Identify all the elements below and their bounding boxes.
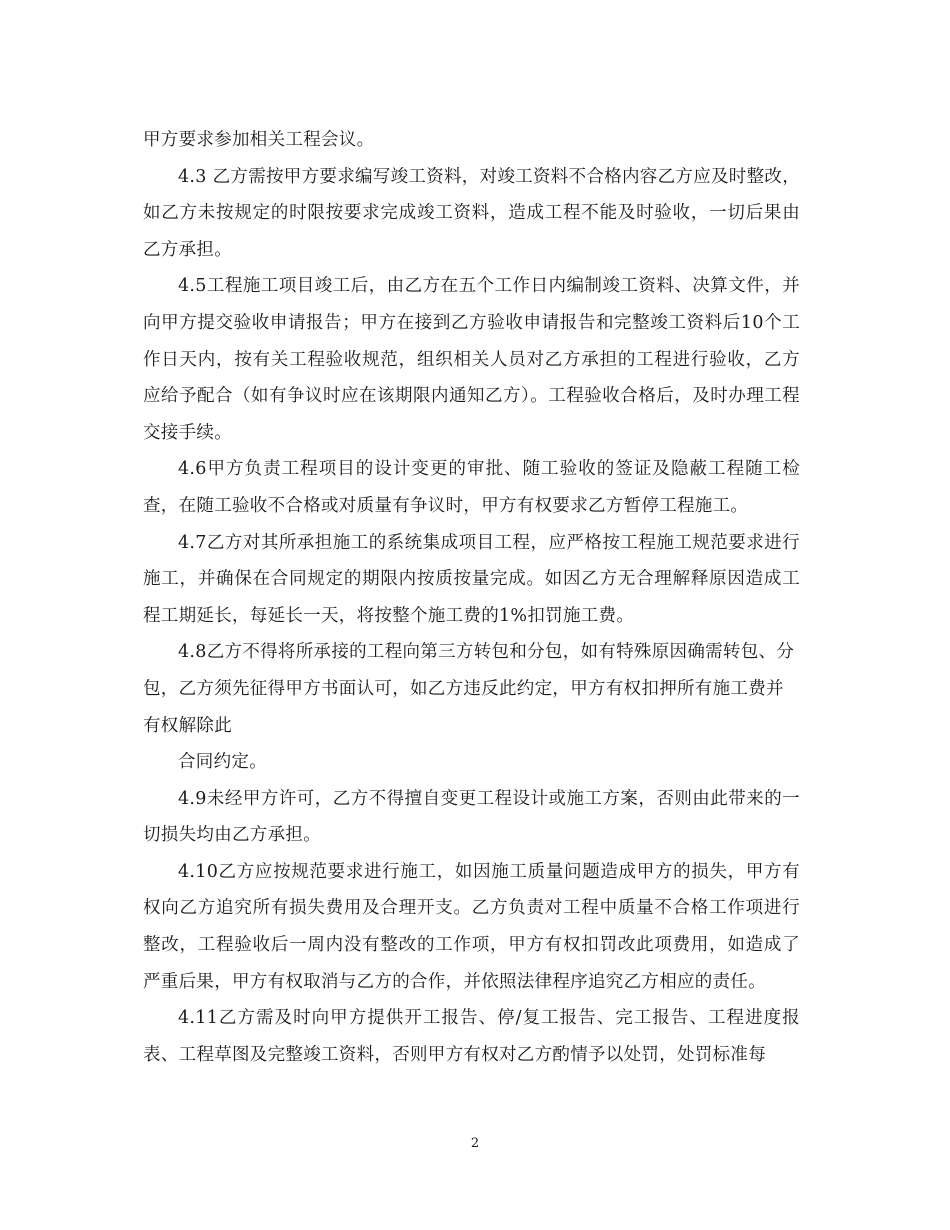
paragraph-continuation: 甲方要求参加相关工程会议。 [143, 130, 375, 150]
clause-4-6: 4.6甲方负责工程项目的设计变更的审批、随工验收的签证及隐蔽工程随工检查，在随工验收不合格或对质量有争议时，甲方有权要求乙方暂停工程施工。 [143, 459, 800, 516]
clause-4-11: 4.11乙方需及时向甲方提供开工报告、停/复工报告、完工报告、工程进度报表、工程草图及完整竣工资料，否则甲方有权对乙方酌情予以处罚，处罚标准每 [143, 1008, 800, 1065]
clause-4-8: 4.8乙方不得将所承接的工程向第三方转包和分包，如有特殊原因确需转包、分包，乙方须先征得甲方书面认可，如乙方违反此约定，甲方有权扣押所有施工费并有权解除此 [143, 642, 795, 736]
clause-4-10: 4.10乙方应按规范要求进行施工，如因施工质量问题造成甲方的损失，甲方有权向乙方追究所有损失费用及合理开支。乙方负责对工程中质量不合格工作项进行整改，工程验收后一周内没有整改的工作项，甲方有权扣罚改此项费用，如造成了严重后果，甲方有权取消与乙方的合作，并依照法律程序追究乙方相应的责任。 [143, 861, 800, 992]
clause-4-5: 4.5工程施工项目竣工后，由乙方在五个工作日内编制竣工资料、决算文件，并向甲方提交验收申请报告；甲方在接到乙方验收申请报告和完整竣工资料后10个工作日天内，按有关工程验收规范，组织相关人员对乙方承担的工程进行验收，乙方应给予配合（如有争议时应在该期限内通知乙方）。工程验收合格后，及时办理工程交接手续。 [143, 276, 800, 443]
clause-4-9: 4.9未经甲方许可，乙方不得擅自变更工程设计或施工方案，否则由此带来的一切损失均由乙方承担。 [143, 788, 800, 846]
clause-4-8-continuation: 合同约定。 [178, 752, 267, 773]
clause-4-7: 4.7乙方对其所承担施工的系统集成项目工程，应严格按工程施工规范要求进行施工，并确保在合同规定的期限内按质按量完成。如因乙方无合理解释原因造成工程工期延长，每延长一天，将按整个施工费的1%扣罚施工费。 [143, 532, 800, 626]
clause-4-3: 4.3 乙方需按甲方要求编写竣工资料，对竣工资料不合格内容乙方应及时整改，如乙方未按规定的时限按要求完成竣工资料，造成工程不能及时验收，一切后果由乙方承担。 [143, 166, 800, 260]
page-number: 2 [470, 1136, 480, 1151]
